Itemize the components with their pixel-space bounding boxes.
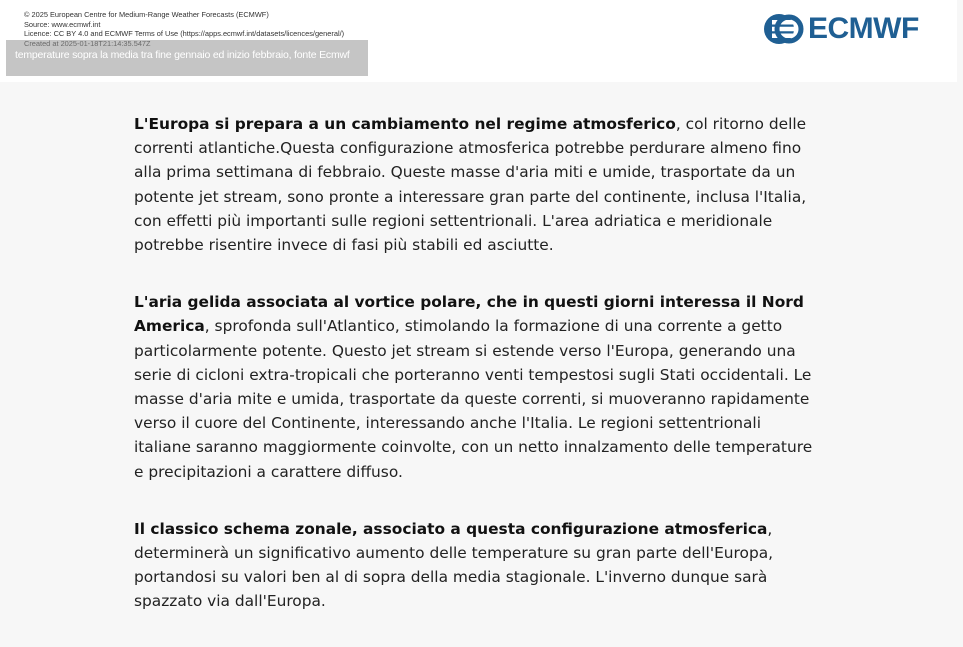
ecmwf-logo-icon xyxy=(762,12,806,46)
paragraph-lead: L'aria gelida associata al vortice polare, che in questi giorni interessa il Nord America xyxy=(134,293,804,336)
image-caption xyxy=(6,40,368,76)
meta-licence: Licence: CC BY 4.0 and ECMWF Terms of Use (https://apps.ecmwf.int/datasets/licences/general/) xyxy=(24,29,345,39)
paragraph-lead: L'Europa si prepara a un cambiamento nel regime atmosferico xyxy=(134,115,676,133)
ecmwf-logo xyxy=(762,12,919,46)
article-body xyxy=(134,112,814,647)
ecmwf-logo-text: ECMWF xyxy=(808,12,919,45)
paragraph-zonal-scheme xyxy=(134,517,814,614)
paragraph-lead: Il classico schema zonale, associato a questa configurazione atmosferica xyxy=(134,519,768,538)
paragraph-text: , sprofonda sull'Atlantico, stimolando la formazione di una corrente a getto particolarmente potente. Questo jet stream si estende verso l'Europa, generando una serie di cicloni extra-tropicali che porteranno venti tempestosi sugli Stati occidentali. Le masse d'aria mite e umida, trasportate da queste correnti, si muoveranno rapidamente verso il cuore del Continente, interessando anche l'Italia. Le regioni settentrionali italiane saranno maggiormente coinvolte, con un netto innalzamento delle temperature e precipitazioni a carattere diffuso. xyxy=(134,317,813,481)
image-caption-text: temperature sopra la media tra fine gennaio ed inizio febbraio, fonte Ecmwf xyxy=(15,49,350,61)
paragraph-regime-change xyxy=(134,112,814,257)
paragraph-text: , determinerà un significativo aumento delle temperature su gran parte dell'Europa, portandosi su valori ben al di sopra della media stagionale. L'inverno dunque sarà spazzato via dall'Europa. xyxy=(134,519,774,611)
meta-copyright: © 2025 European Centre for Medium-Range Weather Forecasts (ECMWF) xyxy=(24,10,269,19)
paragraph-polar-vortex xyxy=(134,290,814,484)
header-image xyxy=(0,0,957,82)
meta-source: Source: www.ecmwf.int xyxy=(24,19,101,29)
paragraph-text: , col ritorno delle correnti atlantiche.Questa configurazione atmosferica potrebbe perdurare almeno fino alla prima settimana di febbraio. Queste masse d'aria miti e umide, trasportate da un potente jet stream, sono pronte a interessare gran parte del continente, inclusa l'Italia, con effetti più importanti sulle regioni settentrionali. L'area adriatica e meridionale potrebbe risentire invece di fasi più stabili ed asciutte. xyxy=(134,115,807,255)
